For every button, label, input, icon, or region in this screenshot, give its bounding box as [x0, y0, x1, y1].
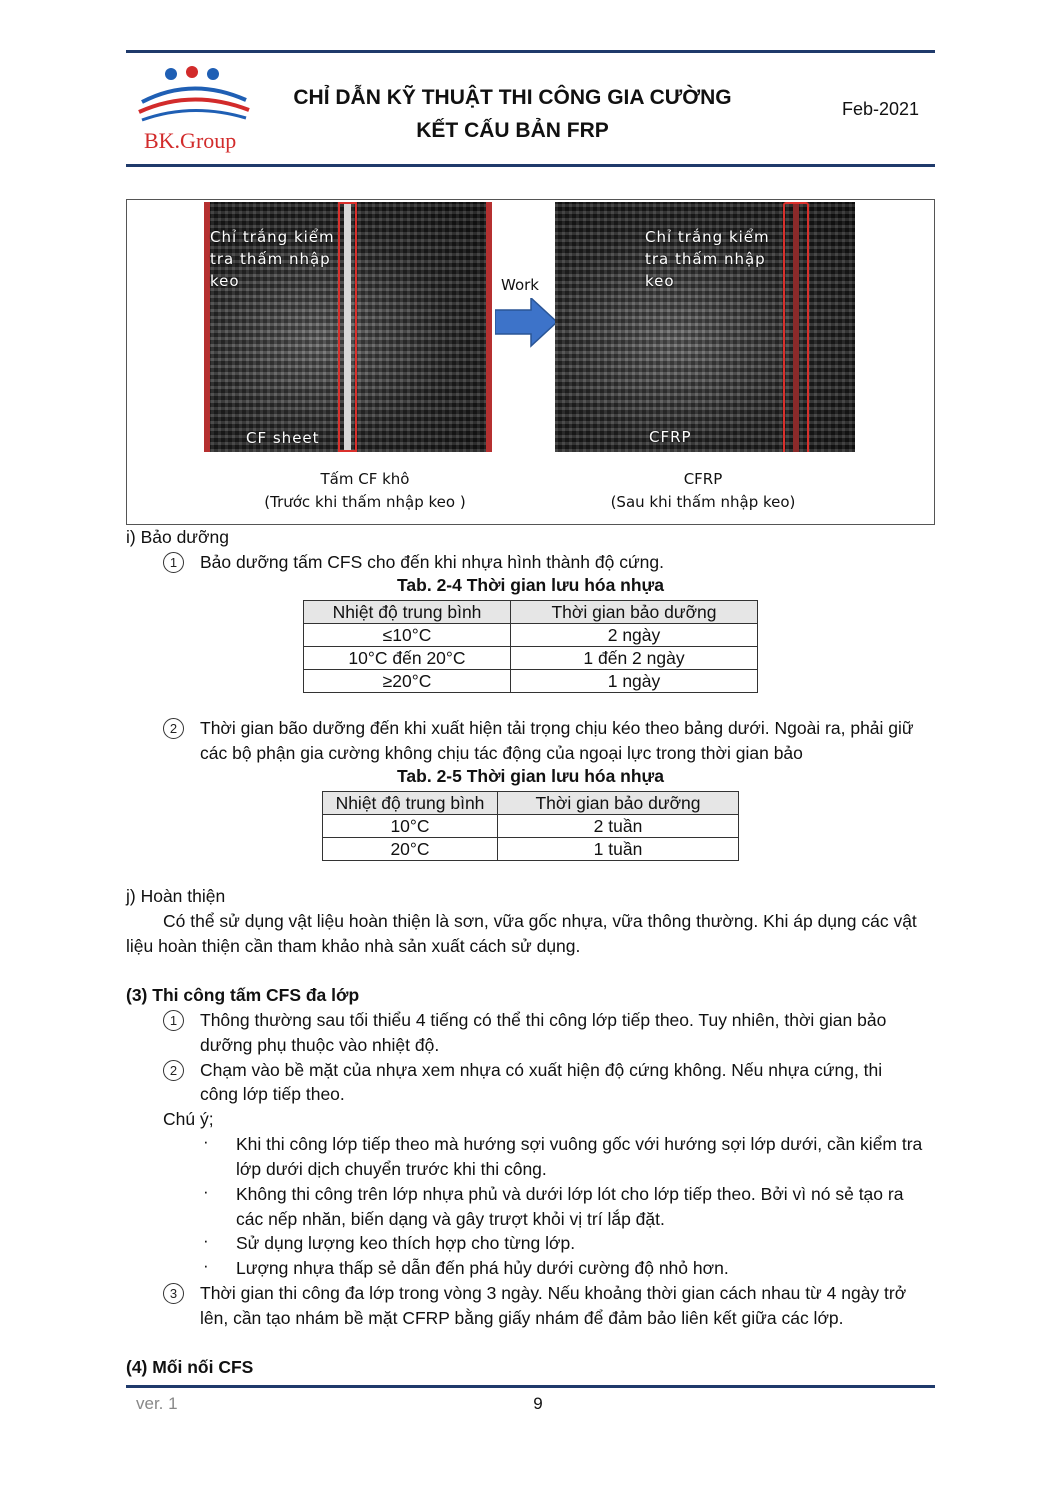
bullet-3: Sử dụng lượng keo thích hợp cho từng lớp.: [236, 1233, 576, 1253]
table-header-cell: Thời gian bảo dưỡng: [511, 601, 758, 624]
table-row: [323, 815, 739, 838]
section-3-item2-line2: công lớp tiếp theo.: [200, 1084, 345, 1104]
section-i-item2-line1: Thời gian bão dưỡng đến khi xuất hiện tải trọng chịu kéo theo bảng dưới. Ngoài ra, phải giữ: [200, 718, 914, 738]
thread-marker-left: [338, 202, 357, 452]
bullet-2-line2: các nếp nhăn, biến dạng và gây trượt khỏi vị trí lắp đặt.: [236, 1209, 665, 1229]
table2-caption: Tab. 2-5 Thời gian lưu hóa nhựa: [397, 766, 664, 786]
curing-time-table-2: [322, 791, 739, 861]
left-caption-line1: Tấm CF khô: [320, 470, 410, 488]
arrow-label: Work: [501, 276, 539, 294]
table-cell: 1 tuần: [498, 838, 739, 861]
item-number-badge: 2: [163, 1060, 184, 1081]
right-caption-line2: (Sau khi thấm nhập keo): [610, 493, 796, 511]
left-photo-label-1: Chỉ trắng kiểm: [210, 228, 335, 246]
table-header-cell: Thời gian bảo dưỡng: [498, 792, 739, 815]
table-cell: ≥20°C: [304, 670, 511, 693]
section-3-item3-line1: Thời gian thi công đa lớp trong vòng 3 ngày. Nếu khoảng thời gian cách nhau từ 4 ngày trở: [200, 1283, 907, 1303]
red-roll-edge-right: [486, 202, 492, 452]
table-header-cell: Nhiệt độ trung bình: [323, 792, 498, 815]
note-label: Chú ý;: [163, 1109, 214, 1129]
section-i-item2-line2: các bộ phận gia cường không chịu tác động của ngoại lực trong thời gian bảo: [200, 743, 803, 763]
item-number-badge: 1: [163, 1010, 184, 1031]
header-bottom-rule: [126, 164, 935, 167]
table-cell: 1 ngày: [511, 670, 758, 693]
left-photo-label-2: tra thấm nhập: [210, 250, 331, 268]
item-number-badge: 1: [163, 552, 184, 573]
table-row: [304, 647, 758, 670]
logo-text: BK.Group: [144, 128, 237, 153]
thread-marker-right: [783, 202, 809, 452]
document-date: Feb-2021: [842, 99, 920, 119]
dry-cf-sheet-photo: [204, 202, 492, 452]
bullet: ·: [203, 1182, 209, 1201]
table-cell: 10°C: [323, 815, 498, 838]
table-cell: ≤10°C: [304, 624, 511, 647]
footer-rule: [126, 1385, 935, 1388]
footer-version: ver. 1: [136, 1394, 178, 1413]
section-j-heading: j) Hoàn thiện: [126, 886, 226, 906]
right-caption-line1: CFRP: [683, 470, 723, 488]
bullet: ·: [203, 1132, 209, 1151]
table-cell: 2 tuần: [498, 815, 739, 838]
table-header-row: [323, 792, 739, 815]
page-number: 9: [533, 1394, 543, 1413]
header-top-rule: [126, 50, 935, 53]
impregnated-cfrp-photo: [555, 202, 855, 452]
document-title-line2: KẾT CẤU BẢN FRP: [416, 119, 609, 142]
right-photo-label-2: tra thấm nhập: [645, 250, 766, 268]
bullet-4: Lượng nhựa thấp sẻ dẫn đến phá hủy dưới cường độ nhỏ hơn.: [236, 1258, 729, 1278]
section-i-item1: Bảo dưỡng tấm CFS cho đến khi nhựa hình thành độ cứng.: [200, 552, 664, 572]
section-3-item3-line2: lên, cần tạo nhám bề mặt CFRP bằng giấy nhám để đảm bảo liên kết giữa các lớp.: [200, 1308, 844, 1328]
section-3-heading: (3) Thi công tấm CFS đa lớp: [126, 985, 360, 1005]
table-cell: 10°C đến 20°C: [304, 647, 511, 670]
table-cell: 20°C: [323, 838, 498, 861]
bullet-1-line1: Khi thi công lớp tiếp theo mà hướng sợi vuông gốc với hướng sợi lớp dưới, cần kiểm tra: [236, 1134, 923, 1154]
table-row: [304, 670, 758, 693]
right-photo-label-1: Chỉ trắng kiểm: [645, 228, 770, 246]
table-cell: 2 ngày: [511, 624, 758, 647]
section-j-line1: Có thể sử dụng vật liệu hoàn thiện là sơn, vữa gốc nhựa, vữa thông thường. Khi áp dụng các vật: [163, 911, 917, 931]
bullet: ·: [203, 1256, 209, 1275]
bullet: ·: [203, 1231, 209, 1250]
right-photo-bottom-label: CFRP: [649, 428, 692, 446]
left-caption-line2: (Trước khi thấm nhập keo ): [264, 493, 466, 511]
work-arrow-icon: [495, 298, 559, 348]
left-photo-label-3: keo: [210, 272, 240, 290]
document-title-line1: CHỈ DẪN KỸ THUẬT THI CÔNG GIA CƯỜNG: [293, 86, 732, 109]
item-number-badge: 2: [163, 718, 184, 739]
cfrp-figure: [126, 199, 935, 525]
table-cell: 1 đến 2 ngày: [511, 647, 758, 670]
section-j-line2: liệu hoàn thiện cần tham khảo nhà sản xuất cách sử dụng.: [126, 936, 581, 956]
section-3-item1-line1: Thông thường sau tối thiểu 4 tiếng có thể thi công lớp tiếp theo. Tuy nhiên, thời gian bảo: [200, 1010, 887, 1030]
section-4-heading: (4) Mối nối CFS: [126, 1357, 254, 1377]
right-photo-label-3: keo: [645, 272, 675, 290]
table-row: [323, 838, 739, 861]
section-i-heading: i) Bảo dưỡng: [126, 527, 229, 547]
section-3-item2-line1: Chạm vào bề mặt của nhựa xem nhựa có xuất hiện độ cứng không. Nếu nhựa cứng, thi: [200, 1060, 883, 1080]
curing-time-table-1: [303, 600, 758, 693]
company-logo: [136, 62, 252, 162]
section-3-item1-line2: dưỡng phụ thuộc vào nhiệt độ.: [200, 1035, 440, 1055]
table-header-cell: Nhiệt độ trung bình: [304, 601, 511, 624]
bullet-2-line1: Không thi công trên lớp nhựa phủ và dưới lớp lót cho lớp tiếp theo. Bởi vì nó sẻ tạo ra: [236, 1184, 904, 1204]
table-header-row: [304, 601, 758, 624]
left-photo-bottom-label: CF sheet: [246, 429, 320, 447]
table-row: [304, 624, 758, 647]
item-number-badge: 3: [163, 1283, 184, 1304]
table1-caption: Tab. 2-4 Thời gian lưu hóa nhựa: [397, 575, 664, 595]
bullet-1-line2: lớp dưới dịch chuyển trước khi thi công.: [236, 1159, 547, 1179]
